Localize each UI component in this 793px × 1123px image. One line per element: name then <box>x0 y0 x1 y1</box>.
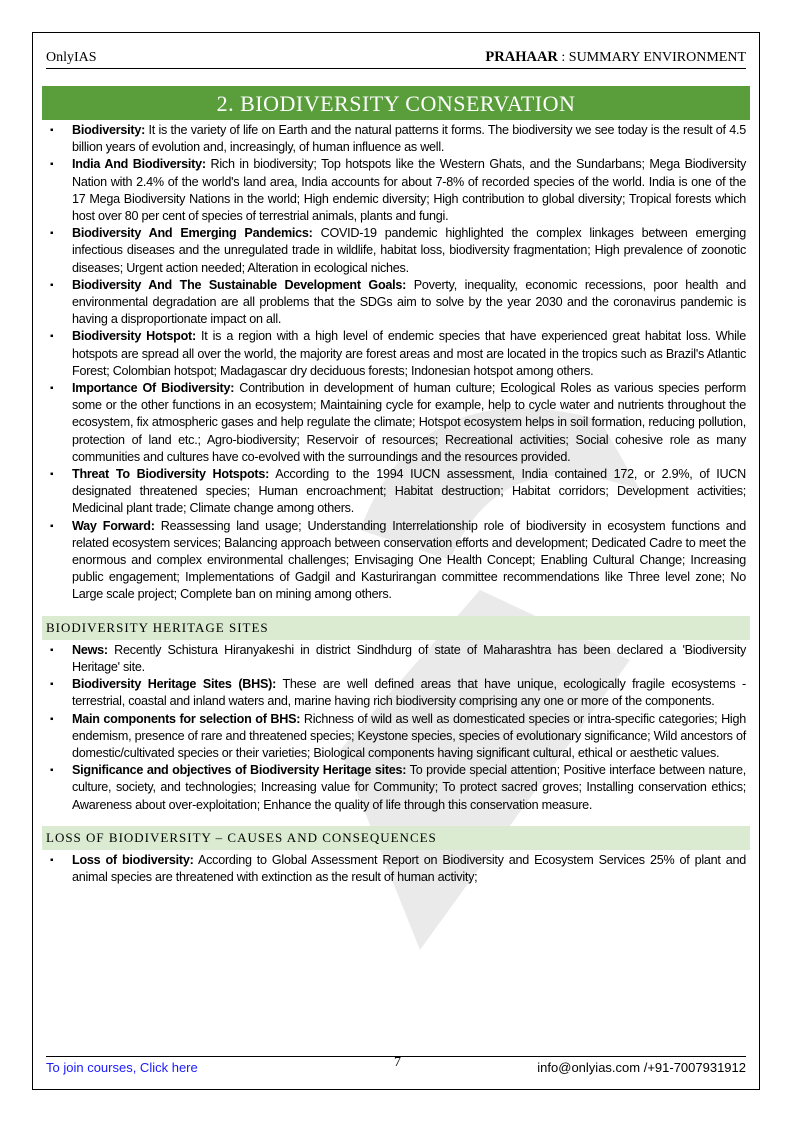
document-title-rest: : SUMMARY ENVIRONMENT <box>557 50 746 65</box>
loss-of-biodiversity-list <box>46 852 746 886</box>
item-text: According to Global Assessment Report on Biodiversity and Ecosystem Services 25% of plant and animal species are threatened with extinction as the result of human activity; <box>72 852 746 884</box>
item-text: Rich in biodiversity; Top hotspots like the Western Ghats, and the Sundarbans; Mega Biodiversity Nation with 2.4% of the world's land area, India accounts for about 7-8% of recorded species of the world. India is one of the 17 Mega Biodiversity Nations in the world; High endemic diversity; High contribution to global diversity; Tropical forests which host over 80 per cent of species of terrestrial animals, plants and fungi. <box>72 157 746 224</box>
item-text: Recently Schistura Hiranyakeshi in district Sindhdurg of state of Maharashtra has been declared a 'Biodiversity Heritage' site. <box>72 642 746 674</box>
page-header <box>46 46 746 69</box>
item-text: To provide special attention; Positive interface between nature, culture, society, and technologies; Increasing value for Community; To protect sacred groves; Installing conservation ethics; Awareness about over-exploitation; Enhance the quality of life through this conservation measure. <box>72 763 746 812</box>
item-term: News: <box>72 642 108 657</box>
list-item <box>46 676 746 710</box>
item-term: Way Forward: <box>72 518 155 533</box>
section-intro-list <box>46 122 746 604</box>
list-item <box>46 277 746 329</box>
item-term: Main components for selection of BHS: <box>72 711 301 726</box>
item-text: Contribution in development of human culture; Ecological Roles as various species perform some or the other functions in an ecosystem; Maintaining cycle for example, help to cycle water and nutrients throughout the ecosystem, fix atmospheric gases and help regulate the climate; Hotspot ecosystem helps in soil formation, reducing pollution, protection of land etc.; Agro-biodiversity; Reservoir of resources; Recreational activities; Social cohesive role as many communities and cultures have co-evolved with the surroundings and the resources provided. <box>72 381 746 464</box>
document-title <box>485 49 746 68</box>
list-item <box>46 380 746 466</box>
page-footer <box>46 1056 746 1077</box>
item-term: Biodiversity Heritage Sites (BHS): <box>72 677 277 692</box>
item-term: Loss of biodiversity: <box>72 852 194 867</box>
item-term: Importance Of Biodiversity: <box>72 381 235 396</box>
item-term: Threat To Biodiversity Hotspots: <box>72 467 270 482</box>
item-term: Biodiversity: <box>72 123 146 137</box>
brand-name: OnlyIAS <box>46 50 97 65</box>
list-item <box>46 466 746 518</box>
document-title-bold: PRAHAAR <box>485 49 558 65</box>
list-item <box>46 711 746 763</box>
item-text: It is the variety of life on Earth and the natural patterns it forms. The biodiversity we see today is the result of 4.5 billion years of evolution and, increasingly, of human influence as well. <box>72 123 746 155</box>
section-heading-heritage-sites: BIODIVERSITY HERITAGE SITES <box>42 616 750 640</box>
item-term: Biodiversity And Emerging Pandemics: <box>72 226 313 241</box>
content <box>46 122 746 886</box>
section-heading-loss-of-biodiversity: LOSS OF BIODIVERSITY – CAUSES AND CONSEQUENCES <box>42 826 750 850</box>
item-text: Reassessing land usage; Understanding Interrelationship role of biodiversity in ecosystem functions and related ecosystem services; Balancing approach between conservation efforts and development; Dedicated Cadre to meet the enormous and complex environmental challenges; Envisaging One Health Concept; Enabling Cultural Change; Increasing public engagement; Implementations of Gadgil and Kasturirangan committee recommendations like Three level zone; No Large scale project; Complete ban on mining among others. <box>72 518 746 602</box>
list-item <box>46 225 746 277</box>
chapter-title: 2. BIODIVERSITY CONSERVATION <box>42 86 750 120</box>
list-item <box>46 518 746 604</box>
page-number: 7 <box>394 1055 402 1070</box>
item-text: According to the 1994 IUCN assessment, India contained 172, or 2.9%, of IUCN designated threatened species; Human encroachment; Habitat destruction; Habitat corridors; Development activities; Medicinal plant trade; Climate change among others. <box>72 467 746 516</box>
list-item <box>46 122 746 156</box>
list-item <box>46 328 746 380</box>
list-item <box>46 642 746 676</box>
item-term: Significance and objectives of Biodiversity Heritage sites: <box>72 763 407 778</box>
item-text: COVID-19 pandemic highlighted the complex linkages between emerging infectious diseases and the unregulated trade in wildlife, habitat loss, biodiversity fragmentation; High prevalence of zoonotic diseases; Urgent action needed; Alteration in ecological niches. <box>72 226 746 275</box>
item-term: India And Biodiversity: <box>72 157 206 172</box>
item-term: Biodiversity Hotspot: <box>72 329 196 344</box>
item-term: Biodiversity And The Sustainable Development Goals: <box>72 277 407 292</box>
item-text: Richness of wild as well as domesticated species or intra-specific categories; High endemism, presence of rare and threatened species; Keystone species, species of evolutionary significance; Wild ancestors of domestic/cultivated species or their varieties; Biological components having significant cultural, ethical or aesthetic values. <box>72 711 746 760</box>
item-text: Poverty, inequality, economic recessions, poor health and environmental degradation are all problems that the SDGs aim to solve by the year 2030 and the coronavirus pandemic is having a disproportionate impact on all. <box>72 277 746 327</box>
list-item <box>46 762 746 814</box>
join-courses-link[interactable]: To join courses, Click here <box>46 1059 198 1075</box>
item-text: It is a region with a high level of endemic species that have experienced great habitat loss. While hotspots are spread all over the world, the majority are forest areas and most are located in the tropics such as Brazil's Atlantic Forest; Colombian hotspot; Madagascar dry deciduous forests; Indonesian hotspot among others. <box>72 329 746 378</box>
item-text: These are well defined areas that have unique, ecologically fragile ecosystems - terrestrial, coastal and inland waters and, marine having rich biodiversity comprising any one or more of the components. <box>72 677 746 709</box>
contact-info: info@onlyias.com /+91-7007931912 <box>537 1059 746 1075</box>
list-item <box>46 156 746 225</box>
list-item <box>46 852 746 886</box>
heritage-sites-list <box>46 642 746 814</box>
